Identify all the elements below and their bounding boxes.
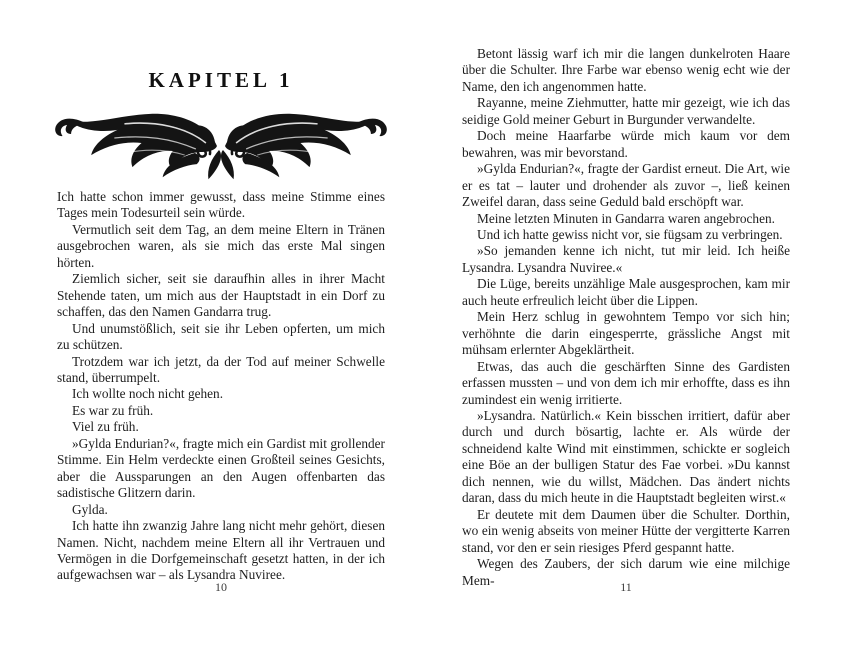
paragraph: Er deutete mit dem Daumen über die Schulter. Dorthin, wo ein wenig abseits von meiner Hütte der vergitterte Karren stand, vor den er sein riesiges Pferd gespannt hatte. [462, 506, 790, 555]
right-page [462, 0, 790, 648]
paragraph: Rayanne, meine Ziehmutter, hatte mir gezeigt, wie ich das seidige Gold meiner Geburt in Burgunder verwandelte. [462, 95, 790, 127]
paragraph: Gylda. [72, 501, 108, 517]
paragraph: Doch meine Haarfarbe würde mich kaum vor dem bewahren, was mir bevorstand. [462, 128, 790, 160]
paragraph: Viel zu früh. [72, 419, 139, 435]
paragraph: Mein Herz schlug in gewohntem Tempo vor sich hin; verhöhnte die darin eingesperrte, grässliche Angst mit mühsam erlernter Abgeklärtheit. [462, 309, 790, 358]
paragraph: Betont lässig warf ich mir die langen dunkelroten Haare über die Schulter. Ihre Farbe war ebenso wenig echt wie der Name, den ich angenommen hatte. [462, 46, 790, 94]
paragraph: Und unumstößlich, seit sie ihr Leben opferten, um mich zu schützen. [57, 320, 385, 353]
paragraph: Ich wollte noch nicht gehen. [72, 386, 224, 402]
paragraph: Ich hatte ihn zwanzig Jahre lang nicht mehr gehört, diesen Namen. Nicht, nachdem meine Eltern all ihr Vertrauen und Vermögen in die Dorfgemeinschaft gesetzt hatten, in der ich aufgewachsen war – als Lysandra Nuviree. [57, 518, 385, 583]
paragraph: Die Lüge, bereits unzählige Male ausgesprochen, kam mir auch heute erfreulich leicht über die Lippen. [462, 276, 790, 308]
left-page [57, 0, 385, 648]
paragraph: Wegen des Zaubers, der sich darum wie eine milchige Mem- [462, 556, 790, 588]
paragraph: »Gylda Endurian?«, fragte der Gardist erneut. Die Art, wie er es tat – lauter und drohender als zuvor –, ließ keinen Zweifel daran, dass seine Geduld bald erschöpft war. [462, 161, 790, 210]
paragraph: Ziemlich sicher, seit sie daraufhin alles in ihrer Macht Stehende taten, um mich aus der Hauptstadt in ein Dorf zu schaffen, das den Namen Gandarra trug. [57, 271, 385, 320]
paragraph: »Gylda Endurian?«, fragte mich ein Gardist mit grollender Stimme. Ein Helm verdeckte einen Großteil seines Gesichts, aber die Aussparungen an den Augen offenbarten das sadistische Glitzern darin. [57, 435, 385, 501]
paragraph: Etwas, das auch die geschärften Sinne des Gardisten erfassen mussten – und von dem ich mir erhoffte, dass es ihn zumindest ein wenig irritierte. [462, 358, 790, 407]
page-number-left: 10 [215, 580, 227, 594]
paragraph: Meine letzten Minuten in Gandarra waren angebrochen. [477, 210, 775, 226]
paragraph: Trotzdem war ich jetzt, da der Tod auf meiner Schwelle stand, überrumpelt. [57, 353, 385, 385]
paragraph: Es war zu früh. [72, 402, 154, 418]
floral-flourish-ornament-icon [55, 102, 387, 186]
chapter-title: KAPITEL 1 [148, 68, 294, 92]
paragraph: »Lysandra. Natürlich.« Kein bisschen irritiert, dafür aber durch und durch bösartig, lachte er. Als würde der schneidend kalte Wind mit einstimmen, schickte er sogleich eine Böe an der bulligen Statur des Fae vorbei. »Du kannst dich nennen, wie du willst, Mädchen. Das ändert nichts daran, dass du mich heute in die Hauptstadt begleiten wirst.« [462, 407, 790, 506]
paragraph: »So jemanden kenne ich nicht, tut mir leid. Ich heiße Lysandra. Lysandra Nuviree.« [462, 243, 790, 275]
paragraph: Ich hatte schon immer gewusst, dass meine Stimme eines Tages mein Todesurteil sein würde. [57, 189, 385, 221]
paragraph: Vermutlich seit dem Tag, an dem meine Eltern in Tränen ausgebrochen waren, als sie mich das erste Mal singen hörten. [57, 221, 385, 270]
page-number-right: 11 [620, 580, 632, 594]
left-page-body [57, 189, 385, 584]
right-page-body [462, 46, 790, 589]
paragraph: Und ich hatte gewiss nicht vor, sie fügsam zu verbringen. [477, 226, 783, 242]
